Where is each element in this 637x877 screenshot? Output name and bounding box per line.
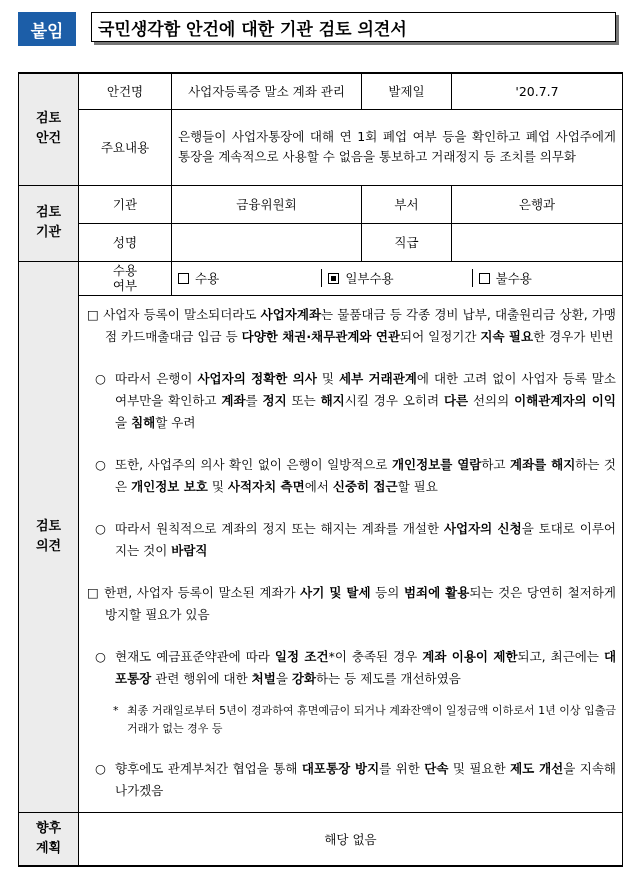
- option-partial-accept-label: 일부수용: [345, 271, 394, 286]
- acceptance-label-text: 수용 여부: [112, 263, 138, 293]
- person-name-label: 성명: [79, 223, 172, 261]
- checkbox-reject[interactable]: [479, 273, 490, 284]
- item-name-label: 안건명: [79, 73, 172, 109]
- item-content-cell: [172, 109, 623, 185]
- option-reject[interactable]: [472, 269, 622, 287]
- opinion-paragraph-2: ○ 따라서 은행이 사업자의 정확한 의사 및 세부 거래관계에 대한 고려 없이 사업자 등록 말소 여부만을 확인하고 계좌를 정지 또는 해지시킬 경우 오히려 다른 선의의 이해관계자의 이익을 침해할 우려: [95, 370, 616, 430]
- dept-value: 은행과: [452, 185, 623, 223]
- checkbox-accept[interactable]: [178, 273, 189, 284]
- opinion-footnote: * 최종 거래일로부터 5년이 경과하여 휴면예금이 되거나 계좌잔액이 일정금액 이하로서 1년 이상 입출금 거래가 없는 경우 등: [113, 703, 616, 735]
- attachment-badge: 붙임: [18, 12, 76, 46]
- section-future-plan-label: 향후 계획: [35, 820, 62, 856]
- section-future-plan: [19, 812, 79, 866]
- section-review-item-label: 검토 안건: [35, 111, 62, 147]
- rank-value: [452, 223, 623, 261]
- acceptance-label: [79, 261, 172, 295]
- item-date-value: '20.7.7: [452, 73, 623, 109]
- item-date-label: 발제일: [362, 73, 452, 109]
- dept-label: 부서: [362, 185, 452, 223]
- org-label: 기관: [79, 185, 172, 223]
- review-table: [18, 72, 623, 867]
- org-value: 금융위원회: [172, 185, 362, 223]
- option-accept[interactable]: [172, 269, 321, 287]
- section-review-opinion: [19, 261, 79, 812]
- item-content-label: 주요내용: [79, 109, 172, 185]
- option-partial-accept[interactable]: [321, 269, 471, 287]
- section-review-org: [19, 185, 79, 261]
- rank-label: 직급: [362, 223, 452, 261]
- opinion-paragraph-3: ○ 또한, 사업주의 의사 확인 없이 은행이 일방적으로 개인정보를 열람하고 계좌를 해지하는 것은 개인정보 보호 및 사적자치 측면에서 신중히 접근할 필요: [95, 456, 616, 494]
- option-accept-label: 수용: [195, 271, 220, 286]
- acceptance-options: [172, 261, 623, 295]
- checkbox-partial-accept[interactable]: [328, 273, 339, 284]
- future-plan-value: 해당 없음: [79, 812, 623, 866]
- opinion-paragraph-7: ○ 향후에도 관계부처간 협업을 통해 대포통장 방지를 위한 단속 및 필요한 제도 개선을 지속해 나가겠음: [95, 760, 616, 798]
- item-content-value: 은행들이 사업자통장에 대해 연 1회 폐업 여부 등을 확인하고 폐업 사업주에게 통장을 계속적으로 사용할 수 없음을 통보하고 거래정지 등 조치를 의무화: [178, 129, 616, 164]
- opinion-body: [79, 295, 623, 812]
- option-reject-label: 불수용: [495, 271, 532, 286]
- opinion-paragraph-1: □ 사업자 등록이 말소되더라도 사업자계좌는 물품대금 등 각종 경비 납부, 대출원리금 상환, 가맹점 카드매출대금 입금 등 다양한 채권·채무관계와 연관되어 일정기간 지속 필요한 경우가 빈번: [87, 306, 616, 344]
- section-review-item: [19, 73, 79, 185]
- opinion-paragraph-5: □ 한편, 사업자 등록이 말소된 계좌가 사기 및 탈세 등의 범죄에 활용되는 것은 당연히 철저하게 방지할 필요가 있음: [87, 584, 616, 622]
- opinion-paragraph-6: ○ 현재도 예금표준약관에 따라 일정 조건*이 충족된 경우 계좌 이용이 제한되고, 최근에는 대포통장 관련 행위에 대한 처벌을 강화하는 등 제도를 개선하였음: [95, 648, 617, 686]
- section-review-org-label: 검토 기관: [35, 205, 62, 240]
- section-review-opinion-label: 검토 의견: [35, 518, 62, 554]
- opinion-paragraph-4: ○ 따라서 원칙적으로 계좌의 정지 또는 해지는 계좌를 개설한 사업자의 신청을 토대로 이루어지는 것이 바람직: [95, 520, 616, 558]
- person-name-value: [172, 223, 362, 261]
- document-title: 국민생각함 안건에 대한 기관 검토 의견서: [91, 12, 616, 42]
- item-name-value: 사업자등록증 말소 계좌 관리: [172, 73, 362, 109]
